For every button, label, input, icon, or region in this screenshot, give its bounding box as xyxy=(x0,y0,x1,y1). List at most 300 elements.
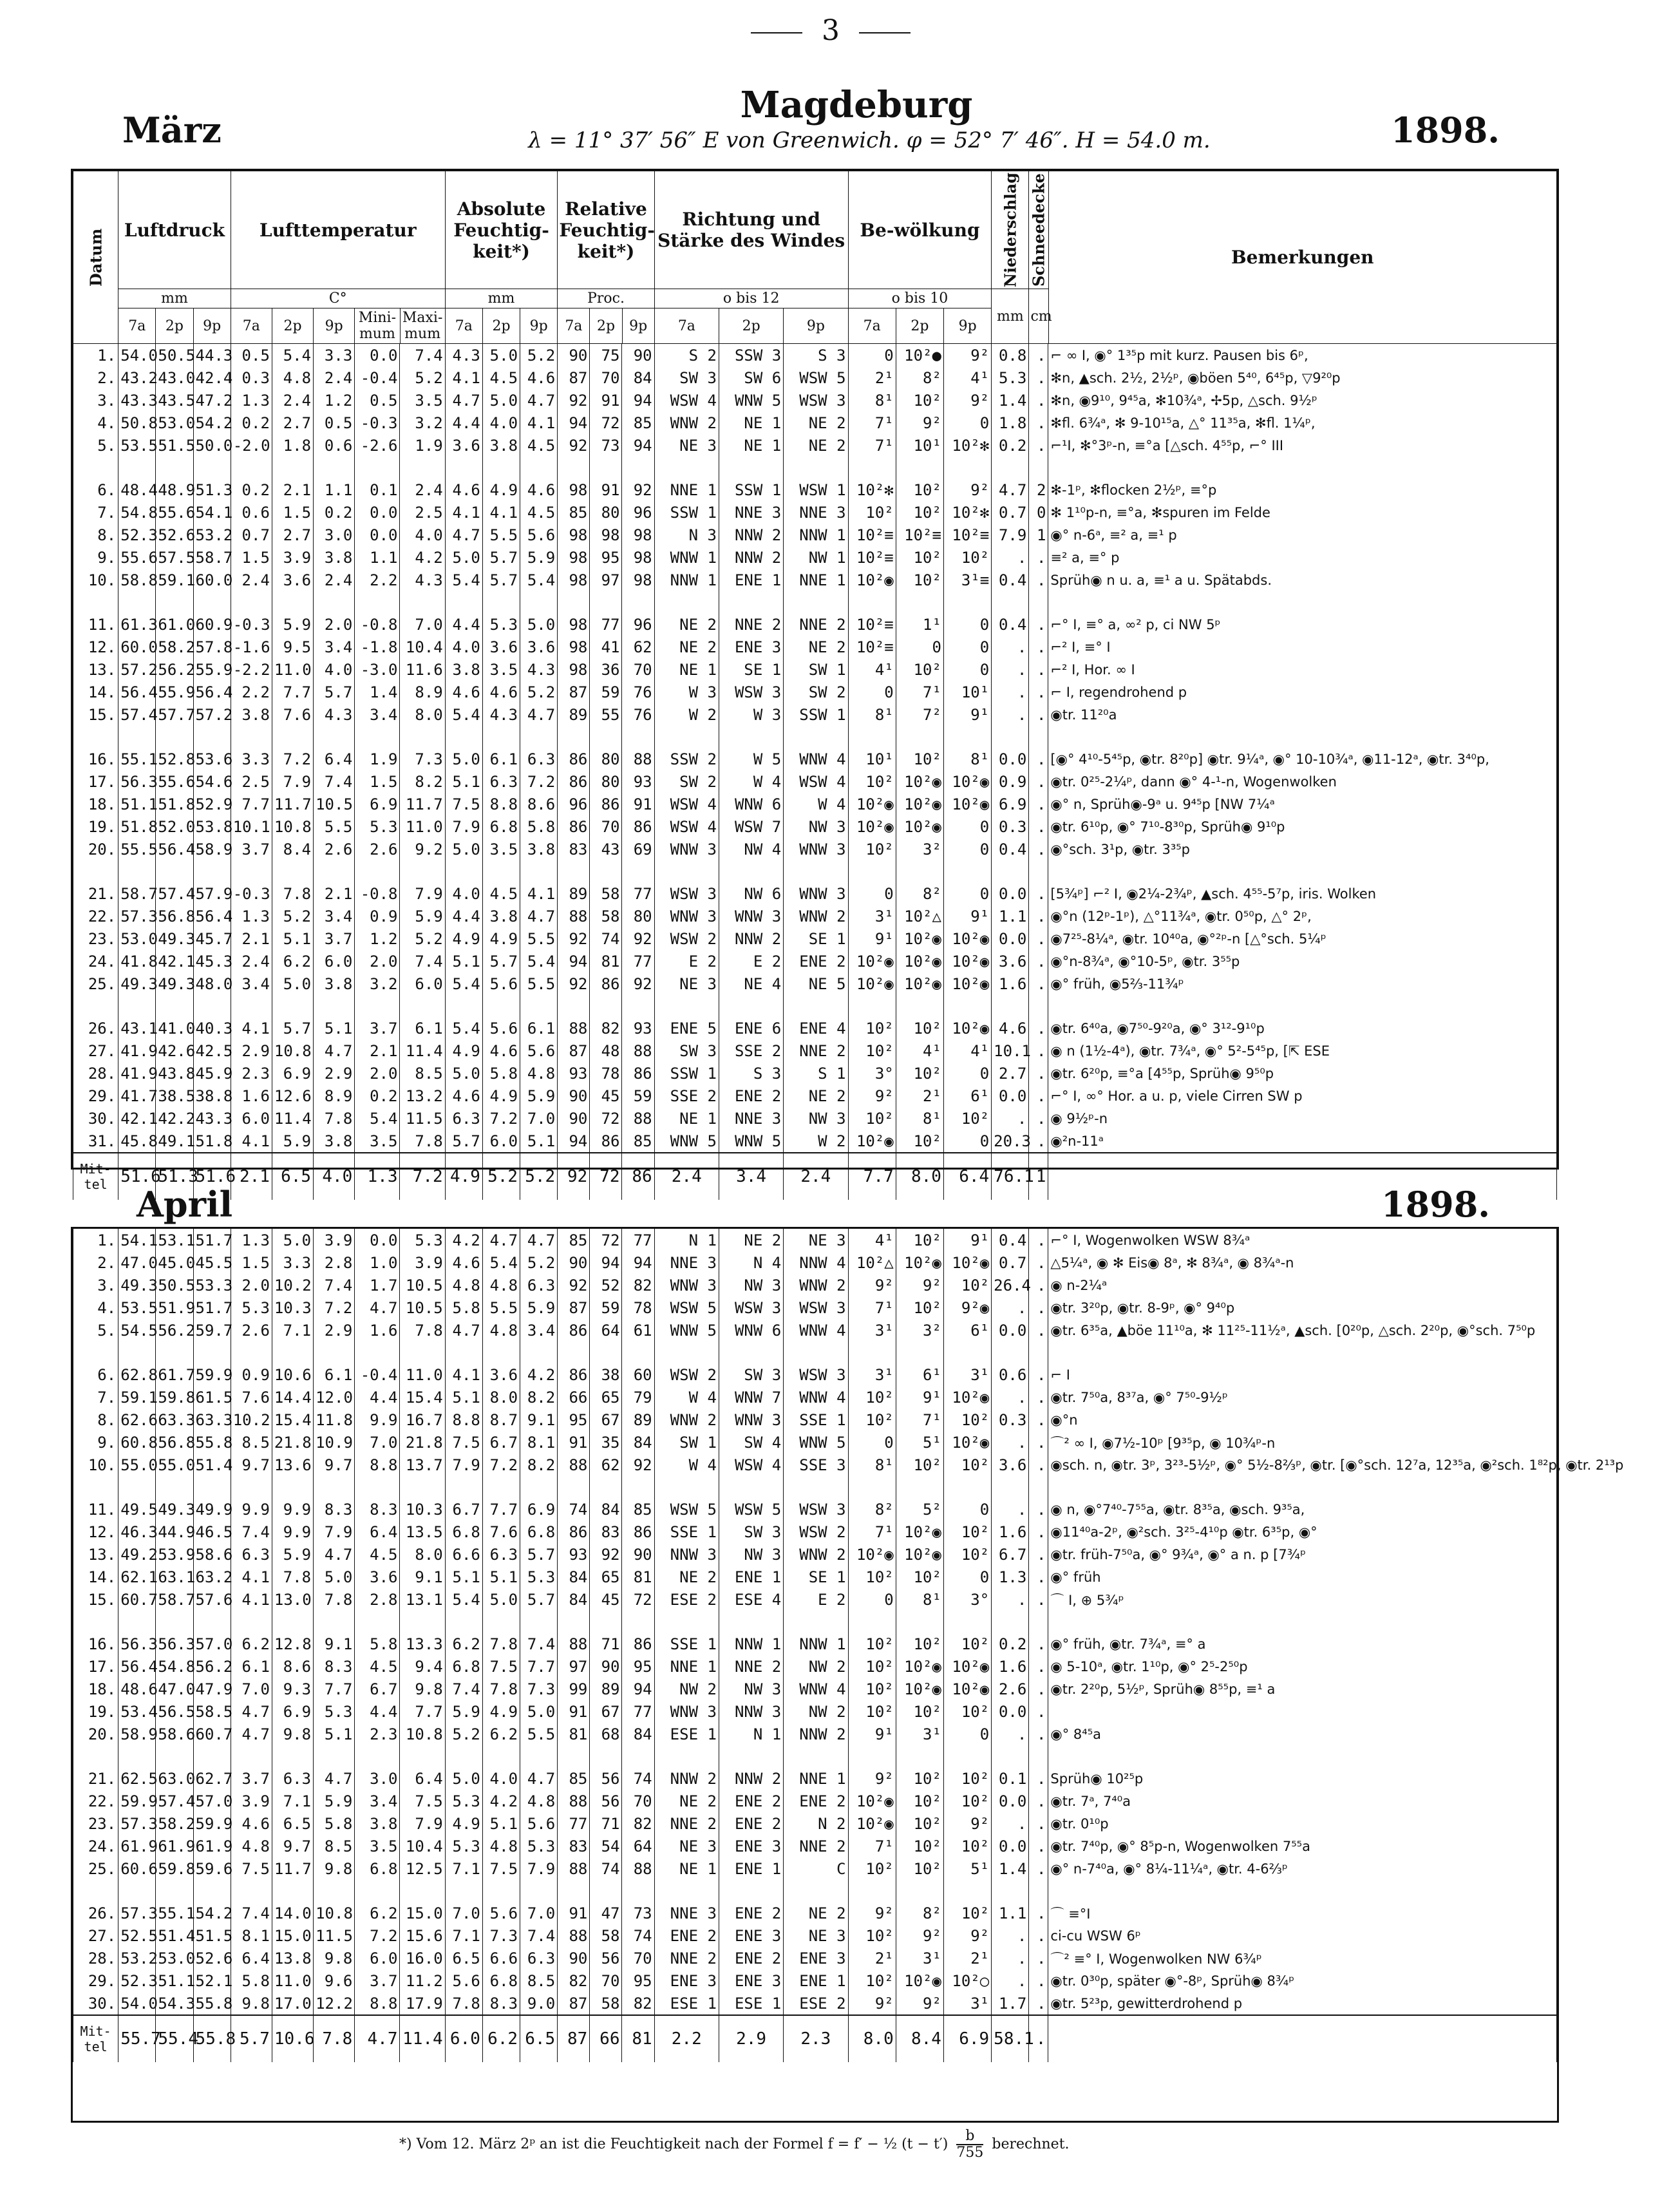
cell-p2: 63.0 xyxy=(156,1767,193,1790)
cell-t9: 5.0 xyxy=(314,1566,355,1588)
cell-b2: 10²◉ xyxy=(896,1251,943,1274)
cell-p9: 52.6 xyxy=(193,1947,231,1969)
cell-w7: ESE 1 xyxy=(654,1992,719,2015)
cell-a7: 5.1 xyxy=(445,1386,482,1408)
cell-w9: NW 2 xyxy=(784,1700,848,1723)
cell-a7: 5.1 xyxy=(445,950,482,972)
cell-day: 17. xyxy=(73,1655,118,1678)
cell-p2: 56.3 xyxy=(156,1633,193,1655)
cell-rain: . xyxy=(992,1723,1029,1745)
cell-day: 11. xyxy=(73,613,118,636)
cell-w9: NW 3 xyxy=(784,1107,848,1130)
cell-b9: 9¹ xyxy=(943,1229,991,1251)
cell-tmax: 15.4 xyxy=(400,1386,445,1408)
cell-a7: 6.5 xyxy=(445,1947,482,1969)
cell-w2: WNW 6 xyxy=(719,1319,783,1342)
cell-tmin: 6.9 xyxy=(355,793,400,815)
cell-r7: 87 xyxy=(558,366,590,389)
table-row xyxy=(73,793,1557,815)
cell-b7: 4¹ xyxy=(848,1229,896,1251)
cell-t2: 10.8 xyxy=(272,815,313,838)
table-row xyxy=(73,1924,1557,1947)
cell-r7: 92 xyxy=(558,972,590,995)
cell-p2: 53.0 xyxy=(156,1947,193,1969)
cell-t9: 3.9 xyxy=(314,1229,355,1251)
cell-r7: 94 xyxy=(558,412,590,434)
cell-rain: 0.7 xyxy=(992,1251,1029,1274)
cell-t2: 3.9 xyxy=(272,546,313,569)
cell-r9: 98 xyxy=(622,546,654,569)
cell-b7: 10²≡ xyxy=(848,524,896,546)
cell-tmax: 15.6 xyxy=(400,1924,445,1947)
cell-b7: 9¹ xyxy=(848,1723,896,1745)
cell-snow: . xyxy=(1029,1588,1048,1611)
cell-b2: 10²◉ xyxy=(896,972,943,995)
cell-day: 21. xyxy=(73,882,118,905)
cell-b7: 9² xyxy=(848,1992,896,2015)
cell-p9: 60.0 xyxy=(193,569,231,591)
cell-p9: 40.3 xyxy=(193,1017,231,1039)
cell-r9: 74 xyxy=(622,1924,654,1947)
table-row xyxy=(73,1543,1557,1566)
cell-a9: 6.9 xyxy=(520,1498,558,1521)
cell-t7: 1.6 xyxy=(231,1085,272,1107)
mean-w7: 2.2 xyxy=(654,2015,719,2062)
cell-tmin: 0.0 xyxy=(355,501,400,524)
cell-w9: NNW 2 xyxy=(784,1723,848,1745)
cell-tmax: 10.5 xyxy=(400,1274,445,1296)
cell-r2: 95 xyxy=(590,546,622,569)
cell-a7: 7.4 xyxy=(445,1678,482,1700)
cell-p2: 47.0 xyxy=(156,1678,193,1700)
cell-remark: ◉° n, Sprüh◉-9ᵃ u. 9⁴⁵p [NW 7¼ᵃ xyxy=(1048,793,1557,815)
cell-p7: 41.9 xyxy=(118,1039,156,1062)
table-row xyxy=(73,1274,1557,1296)
cell-w9: WNW 4 xyxy=(784,1319,848,1342)
cell-a2: 7.5 xyxy=(482,1857,520,1880)
cell-snow: . xyxy=(1029,366,1048,389)
cell-a7: 5.0 xyxy=(445,748,482,770)
table-row xyxy=(73,1857,1557,1880)
cell-p7: 57.3 xyxy=(118,905,156,927)
cell-t9: 5.7 xyxy=(314,681,355,703)
cell-b7: 0 xyxy=(848,681,896,703)
cell-b7: 10² xyxy=(848,1107,896,1130)
cell-tmin: 1.5 xyxy=(355,770,400,793)
cell-rain: . xyxy=(992,1386,1029,1408)
cell-a2: 5.1 xyxy=(482,1566,520,1588)
cell-r7: 88 xyxy=(558,1924,590,1947)
cell-b9: 10²◉ xyxy=(943,793,991,815)
cell-remark: ◉tr. 6¹⁰p, ◉° 7¹⁰-8³⁰p, Sprüh◉ 9¹⁰p xyxy=(1048,815,1557,838)
cell-t7: 4.8 xyxy=(231,1835,272,1857)
cell-tmin: 2.3 xyxy=(355,1723,400,1745)
cell-p2: 54.3 xyxy=(156,1992,193,2015)
cell-remark: ◉tr. 7ᵃ, 7⁴⁰a xyxy=(1048,1790,1557,1812)
cell-tmax: 5.2 xyxy=(400,366,445,389)
cell-tmin: 3.6 xyxy=(355,1566,400,1588)
mean-b2: 8.4 xyxy=(896,2015,943,2062)
cell-tmax: 6.4 xyxy=(400,1767,445,1790)
header-abs-feuchtigkeit: Absolute Feuchtig-keit*) xyxy=(445,171,558,289)
cell-day: 9. xyxy=(73,1431,118,1454)
cell-p2: 49.3 xyxy=(156,1498,193,1521)
cell-snow: . xyxy=(1029,1408,1048,1431)
footnote-text: *) Vom 12. März 2ᵖ an ist die Feuchtigkeit nach der Formel f = f′ − ½ (t − t′) xyxy=(399,2136,949,2152)
cell-remark: ◉ n (1½-4ᵃ), ◉tr. 7¾ᵃ, ◉° 5²-5⁴⁵p, [⇱ ESE xyxy=(1048,1039,1557,1062)
cell-tmax: 16.0 xyxy=(400,1947,445,1969)
mean-a9: 6.5 xyxy=(520,2015,558,2062)
cell-tmin: 0.5 xyxy=(355,389,400,412)
cell-w9: NE 5 xyxy=(784,972,848,995)
cell-b7: 9² xyxy=(848,1902,896,1924)
cell-snow: . xyxy=(1029,1566,1048,1588)
cell-p2: 49.1 xyxy=(156,1130,193,1153)
cell-a7: 5.4 xyxy=(445,1588,482,1611)
cell-tmin: 3.7 xyxy=(355,1969,400,1992)
table-row xyxy=(73,501,1557,524)
cell-rain: 0.0 xyxy=(992,1790,1029,1812)
cell-p2: 57.7 xyxy=(156,703,193,726)
cell-tmin: -0.8 xyxy=(355,613,400,636)
cell-a7: 5.6 xyxy=(445,1969,482,1992)
cell-t2: 6.3 xyxy=(272,1767,313,1790)
cell-b9: 4¹ xyxy=(943,1039,991,1062)
cell-w7: SW 3 xyxy=(654,366,719,389)
cell-rain: 0.8 xyxy=(992,344,1029,366)
cell-day: 14. xyxy=(73,681,118,703)
cell-b2: 3¹ xyxy=(896,1723,943,1745)
cell-r9: 73 xyxy=(622,1902,654,1924)
cell-t2: 7.1 xyxy=(272,1319,313,1342)
cell-r7: 84 xyxy=(558,1588,590,1611)
cell-a2: 8.8 xyxy=(482,793,520,815)
cell-t2: 12.6 xyxy=(272,1085,313,1107)
cell-r2: 92 xyxy=(590,1543,622,1566)
cell-p2: 54.8 xyxy=(156,1655,193,1678)
cell-rain: 1.4 xyxy=(992,389,1029,412)
cell-day: 5. xyxy=(73,434,118,457)
cell-snow: . xyxy=(1029,793,1048,815)
cell-day: 9. xyxy=(73,546,118,569)
cell-t2: 5.0 xyxy=(272,1229,313,1251)
cell-p2: 59.8 xyxy=(156,1386,193,1408)
cell-snow: . xyxy=(1029,412,1048,434)
subheader-w7: 7a xyxy=(654,308,719,344)
cell-t9: 10.9 xyxy=(314,1431,355,1454)
cell-a9: 5.5 xyxy=(520,927,558,950)
cell-r2: 80 xyxy=(590,748,622,770)
cell-r9: 70 xyxy=(622,1790,654,1812)
cell-p2: 52.8 xyxy=(156,748,193,770)
cell-w2: WSW 4 xyxy=(719,1454,783,1476)
cell-w2: WNW 5 xyxy=(719,389,783,412)
cell-r7: 98 xyxy=(558,479,590,501)
cell-b2: 8² xyxy=(896,366,943,389)
cell-b2: 10²◉ xyxy=(896,950,943,972)
cell-tmax: 7.8 xyxy=(400,1130,445,1153)
cell-p7: 56.4 xyxy=(118,1655,156,1678)
cell-w7: WSW 4 xyxy=(654,815,719,838)
cell-p2: 44.9 xyxy=(156,1521,193,1543)
cell-p7: 61.3 xyxy=(118,613,156,636)
cell-w2: SW 3 xyxy=(719,1363,783,1386)
cell-t7: 2.4 xyxy=(231,569,272,591)
table-row xyxy=(73,882,1557,905)
cell-w2: ENE 2 xyxy=(719,1085,783,1107)
table-row xyxy=(73,1790,1557,1812)
cell-rain: 1.6 xyxy=(992,972,1029,995)
cell-t2: 21.8 xyxy=(272,1431,313,1454)
cell-tmin: 0.0 xyxy=(355,344,400,366)
cell-a2: 8.0 xyxy=(482,1386,520,1408)
cell-a9: 4.6 xyxy=(520,479,558,501)
table-row xyxy=(73,479,1557,501)
cell-tmax: 3.2 xyxy=(400,412,445,434)
cell-rain: 1.1 xyxy=(992,905,1029,927)
cell-b9: 10² xyxy=(943,546,991,569)
cell-remark: [5¾ᵖ] ⌐² I, ◉2¼-2¾ᵖ, ▲sch. 4⁵⁵-5⁷p, iris. Wolken xyxy=(1048,882,1557,905)
cell-a9: 7.2 xyxy=(520,770,558,793)
cell-r2: 58 xyxy=(590,1992,622,2015)
cell-p9: 51.4 xyxy=(193,1454,231,1476)
cell-b2: 10² xyxy=(896,658,943,681)
cell-t7: -1.6 xyxy=(231,636,272,658)
cell-b2: 10² xyxy=(896,569,943,591)
cell-b2: 10² xyxy=(896,1130,943,1153)
cell-p9: 55.8 xyxy=(193,1992,231,2015)
cell-snow: . xyxy=(1029,748,1048,770)
cell-t2: 2.1 xyxy=(272,479,313,501)
cell-remark: ◉tr. 0²⁵-2¼ᵖ, dann ◉° 4-¹-n, Wogenwolken xyxy=(1048,770,1557,793)
cell-remark: ✻-1ᵖ, ✻flocken 2½ᵖ, ≡°p xyxy=(1048,479,1557,501)
cell-t7: 0.7 xyxy=(231,524,272,546)
cell-p9: 54.6 xyxy=(193,770,231,793)
cell-w9: ENE 4 xyxy=(784,1017,848,1039)
cell-b9: 10²✻ xyxy=(943,434,991,457)
cell-snow: . xyxy=(1029,1924,1048,1947)
cell-a7: 6.7 xyxy=(445,1498,482,1521)
subheader-w9: 9p xyxy=(784,308,848,344)
cell-r2: 74 xyxy=(590,927,622,950)
cell-day: 2. xyxy=(73,1251,118,1274)
cell-r9: 94 xyxy=(622,1251,654,1274)
cell-b2: 10²△ xyxy=(896,905,943,927)
subheader-r2: 2p xyxy=(590,308,622,344)
cell-r7: 98 xyxy=(558,524,590,546)
table-row xyxy=(73,1431,1557,1454)
cell-tmax: 8.9 xyxy=(400,681,445,703)
cell-w7: NE 3 xyxy=(654,434,719,457)
cell-rain: 0.0 xyxy=(992,1700,1029,1723)
cell-b2: 10² xyxy=(896,1017,943,1039)
unit-schneedecke: cm xyxy=(1029,289,1048,344)
cell-t9: 3.4 xyxy=(314,636,355,658)
cell-r2: 80 xyxy=(590,770,622,793)
cell-b2: 9¹ xyxy=(896,1386,943,1408)
cell-b9: 0 xyxy=(943,658,991,681)
cell-a7: 5.3 xyxy=(445,1835,482,1857)
cell-a9: 4.7 xyxy=(520,389,558,412)
cell-a2: 5.0 xyxy=(482,344,520,366)
cell-t2: 7.9 xyxy=(272,770,313,793)
cell-w7: W 3 xyxy=(654,681,719,703)
cell-p2: 42.1 xyxy=(156,950,193,972)
cell-t9: 8.5 xyxy=(314,1835,355,1857)
cell-rain: 2.6 xyxy=(992,1678,1029,1700)
cell-b9: 10² xyxy=(943,1274,991,1296)
cell-r2: 58 xyxy=(590,882,622,905)
cell-a9: 4.7 xyxy=(520,905,558,927)
cell-b9: 10² xyxy=(943,1835,991,1857)
cell-t9: 0.5 xyxy=(314,412,355,434)
cell-p7: 42.1 xyxy=(118,1107,156,1130)
cell-b9: 8¹ xyxy=(943,748,991,770)
cell-snow: . xyxy=(1029,1039,1048,1062)
cell-r9: 98 xyxy=(622,524,654,546)
table-row xyxy=(73,1902,1557,1924)
cell-r9: 92 xyxy=(622,479,654,501)
cell-tmax: 2.5 xyxy=(400,501,445,524)
cell-a9: 6.8 xyxy=(520,1521,558,1543)
cell-rain: 1.6 xyxy=(992,1521,1029,1543)
cell-t9: 12.0 xyxy=(314,1386,355,1408)
cell-a7: 4.9 xyxy=(445,1039,482,1062)
cell-remark: ◉°n-8¾ᵃ, ◉°10-5ᵖ, ◉tr. 3⁵⁵p xyxy=(1048,950,1557,972)
cell-remark: ◉tr. 6²⁰p, ≡°a [4⁵⁵p, Sprüh◉ 9⁵⁰p xyxy=(1048,1062,1557,1085)
subheader-p7: 7a xyxy=(118,308,156,344)
cell-w7: WNW 3 xyxy=(654,1700,719,1723)
cell-tmax: 13.5 xyxy=(400,1521,445,1543)
cell-t7: -2.0 xyxy=(231,434,272,457)
cell-b7: 0 xyxy=(848,344,896,366)
cell-a9: 3.4 xyxy=(520,1319,558,1342)
cell-a2: 4.9 xyxy=(482,1085,520,1107)
cell-b9: 10² xyxy=(943,1700,991,1723)
cell-snow: . xyxy=(1029,1085,1048,1107)
cell-tmax: 10.8 xyxy=(400,1723,445,1745)
cell-b7: 2¹ xyxy=(848,1947,896,1969)
cell-p7: 43.1 xyxy=(118,1017,156,1039)
cell-p7: 43.3 xyxy=(118,389,156,412)
cell-r2: 86 xyxy=(590,793,622,815)
cell-t7: 2.0 xyxy=(231,1274,272,1296)
cell-r2: 56 xyxy=(590,1767,622,1790)
cell-p2: 56.2 xyxy=(156,1319,193,1342)
cell-w2: NW 4 xyxy=(719,838,783,860)
cell-r9: 95 xyxy=(622,1655,654,1678)
cell-w2: NNE 3 xyxy=(719,501,783,524)
cell-tmax: 3.9 xyxy=(400,1251,445,1274)
page-number: 3 xyxy=(715,14,947,47)
cell-day: 18. xyxy=(73,793,118,815)
cell-b9: 6¹ xyxy=(943,1319,991,1342)
cell-p7: 56.3 xyxy=(118,1633,156,1655)
cell-r7: 90 xyxy=(558,1107,590,1130)
cell-p2: 56.4 xyxy=(156,838,193,860)
station-coordinates: λ = 11° 37′ 56″ E von Greenwich. φ = 52° 7′ 46″. H = 54.0 m. xyxy=(528,128,1211,153)
cell-a2: 7.8 xyxy=(482,1678,520,1700)
cell-p2: 48.9 xyxy=(156,479,193,501)
cell-w2: ENE 1 xyxy=(719,1566,783,1588)
cell-a9: 4.8 xyxy=(520,1062,558,1085)
cell-p9: 58.5 xyxy=(193,1700,231,1723)
cell-r2: 89 xyxy=(590,1678,622,1700)
cell-rain: 1.3 xyxy=(992,1566,1029,1588)
cell-b2: 10² xyxy=(896,1062,943,1085)
cell-p2: 55.6 xyxy=(156,501,193,524)
cell-t7: 4.1 xyxy=(231,1130,272,1153)
cell-r2: 70 xyxy=(590,366,622,389)
cell-r9: 82 xyxy=(622,1812,654,1835)
cell-r7: 86 xyxy=(558,748,590,770)
cell-tmin: 4.4 xyxy=(355,1386,400,1408)
cell-r7: 89 xyxy=(558,703,590,726)
cell-t9: 11.5 xyxy=(314,1924,355,1947)
table-row xyxy=(73,389,1557,412)
cell-p7: 62.6 xyxy=(118,1408,156,1431)
cell-a7: 6.3 xyxy=(445,1107,482,1130)
cell-w2: W 4 xyxy=(719,770,783,793)
cell-b2: 10² xyxy=(896,748,943,770)
cell-tmax: 10.4 xyxy=(400,636,445,658)
cell-a9: 8.2 xyxy=(520,1454,558,1476)
cell-remark: ⌐° I, ≡° a, ∞² p, ci NW 5ᵖ xyxy=(1048,613,1557,636)
cell-b2: 9² xyxy=(896,1924,943,1947)
cell-snow: . xyxy=(1029,1655,1048,1678)
cell-day: 13. xyxy=(73,658,118,681)
cell-a9: 5.9 xyxy=(520,1296,558,1319)
cell-tmin: 4.4 xyxy=(355,1700,400,1723)
unit-luftdruck: mm xyxy=(118,289,231,308)
cell-p9: 61.5 xyxy=(193,1386,231,1408)
cell-snow: . xyxy=(1029,636,1048,658)
cell-w9: NNE 1 xyxy=(784,1767,848,1790)
table-row xyxy=(73,1454,1557,1476)
cell-r7: 96 xyxy=(558,793,590,815)
cell-t9: 2.0 xyxy=(314,613,355,636)
cell-rain: 0.3 xyxy=(992,1408,1029,1431)
cell-t9: 3.8 xyxy=(314,546,355,569)
cell-remark: ✻n, ▲sch. 2½, 2½ᵖ, ◉böen 5⁴⁰, 6⁴⁵p, ▽9²⁰p xyxy=(1048,366,1557,389)
cell-r7: 83 xyxy=(558,1835,590,1857)
cell-r9: 76 xyxy=(622,681,654,703)
cell-r9: 96 xyxy=(622,501,654,524)
cell-remark: ◉tr. 7⁴⁰p, ◉° 8⁵p-n, Wogenwolken 7⁵⁵a xyxy=(1048,1835,1557,1857)
cell-b7: 3¹ xyxy=(848,1319,896,1342)
cell-a7: 4.8 xyxy=(445,1274,482,1296)
cell-w7: SSE 1 xyxy=(654,1633,719,1655)
cell-a7: 5.1 xyxy=(445,1566,482,1588)
cell-a9: 4.2 xyxy=(520,1363,558,1386)
cell-r9: 84 xyxy=(622,1431,654,1454)
group-spacer xyxy=(73,726,1557,748)
cell-p7: 55.5 xyxy=(118,838,156,860)
cell-tmin: 1.4 xyxy=(355,681,400,703)
cell-t2: 8.4 xyxy=(272,838,313,860)
cell-a9: 4.8 xyxy=(520,1790,558,1812)
cell-w2: NNE 2 xyxy=(719,613,783,636)
cell-tmax: 21.8 xyxy=(400,1431,445,1454)
cell-r9: 92 xyxy=(622,1454,654,1476)
cell-p2: 55.9 xyxy=(156,681,193,703)
cell-snow: . xyxy=(1029,1700,1048,1723)
cell-r2: 90 xyxy=(590,1655,622,1678)
cell-rain: 20.3 xyxy=(992,1130,1029,1153)
table-row xyxy=(73,770,1557,793)
cell-t2: 10.6 xyxy=(272,1363,313,1386)
cell-r7: 88 xyxy=(558,1454,590,1476)
